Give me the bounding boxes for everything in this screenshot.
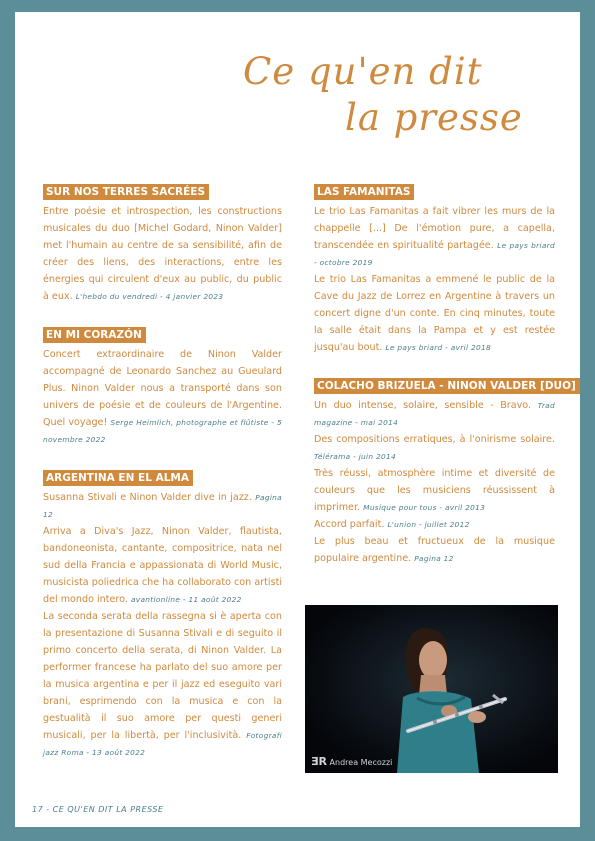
quote-source: Fotografi jazz Roma - 13 août 2022 (43, 731, 282, 757)
quote-text: Accord parfait. (314, 519, 385, 530)
press-quote (314, 465, 555, 516)
press-quote (314, 397, 555, 431)
quote-source: L'hebdo du vendredi - 4 janvier 2023 (75, 292, 224, 301)
quote-source: Musique pour tous - avril 2013 (363, 503, 486, 512)
press-quote (43, 489, 282, 523)
quote-text: Des compositions erratiques, à l'onirisme solaire. (314, 434, 555, 445)
quote-source: Le pays briard - avril 2018 (385, 343, 492, 352)
section-heading: SUR NOS TERRES SACRÉES (43, 184, 209, 200)
right-column (314, 180, 576, 585)
press-quote (314, 203, 555, 271)
press-quote (314, 533, 555, 567)
press-quote (43, 523, 282, 608)
quote-text: Très réussi, atmosphère intime et diversité de couleurs que les musiciens réussissent à imprimer. (314, 468, 555, 513)
quote-text: Susanna Stivali e Ninon Valder dive in jazz. (43, 492, 252, 503)
quote-source: Télérama - juin 2014 (314, 452, 397, 461)
section-argentina-en-el-alma (43, 466, 282, 761)
left-column (43, 180, 282, 779)
quote-source: Trad magazine - mai 2014 (314, 401, 555, 427)
quote-source: avantionline - 11 août 2022 (130, 595, 242, 604)
photo-credit (311, 755, 392, 768)
flutist-illustration (305, 605, 558, 773)
quote-text: Le plus beau et fructueux de la musique populaire argentine. (314, 536, 555, 564)
quote-source: Pagina 12 (414, 554, 454, 563)
section-colacho-brizuela-duo (314, 374, 576, 567)
section-heading: EN MI CORAZÓN (43, 327, 146, 343)
press-quote (43, 346, 282, 448)
quote-source: L'union - juillet 2012 (387, 520, 470, 529)
photographer-logo: ƎR (311, 755, 327, 768)
section-sur-nos-terres-sacrees (43, 180, 282, 305)
page-title-line1: Ce qu'en dit (243, 50, 483, 93)
section-heading: ARGENTINA EN EL ALMA (43, 470, 193, 486)
concert-photo (305, 605, 558, 773)
quote-text: Le trio Las Famanitas a emmené le public de la Cave du Jazz de Lorrez en Argentine à travers un concert digne d'un conte. En cinq minutes, toute la salle était dans la Pampa et y est restée jusqu'au bout. (314, 274, 555, 353)
quote-source: Le pays briard - octobre 2019 (314, 241, 555, 267)
quote-text: Concert extraordinaire de Ninon Valder accompagné de Leonardo Sanchez au Gueulard Plus. Ninon Valder nous a transporté dans son univers de poésie et de couleurs de l'Argentine. Quel voyage! (43, 349, 282, 428)
quote-text: Arriva a Diva's Jazz, Ninon Valder, flautista, bandoneonista, cantante, compositrice, nata nel sud della Francia e appassionata di World Music, musicista poliedrica che ha collaborato con artisti del mondo intero. (43, 526, 282, 605)
quote-text: Entre poésie et introspection, les constructions musicales du duo [Michel Godard, Ninon Valder] met l'humain au centre de sa sensibilité, afin de créer des liens, des interactions, entre les énergies qui circulent d'eux au public, du public à eux. (43, 206, 282, 302)
page-title-line2: la presse (345, 96, 523, 139)
section-en-mi-corazon (43, 323, 282, 448)
page-footer: 17 - CE QU'EN DIT LA PRESSE (32, 805, 164, 814)
quote-source: Serge Heimlich, photographe et flûtiste - 5 novembre 2022 (43, 418, 282, 444)
photographer-name: Andrea Mecozzi (329, 758, 393, 767)
section-las-famanitas (314, 180, 555, 356)
quote-text: La seconda serata della rassegna si è aperta con la presentazione di Susanna Stivali e di seguito il primo concerto della serata, di Ninon Valder. La performer francese ha parlato del suo amore per la musica argentina e per il jazz ed eseguito vari brani, esprimendo con la musica e con la gestualità il suo amore per questi generi musicali, per la libertà, per l'inclusività. (43, 611, 282, 741)
quote-text: Un duo intense, solaire, sensible - Bravo. (314, 400, 532, 411)
press-quote (314, 516, 555, 533)
quote-source: Pagina 12 (43, 493, 282, 519)
press-quote (43, 608, 282, 761)
press-quote (43, 203, 282, 305)
quote-text: Le trio Las Famanitas a fait vibrer les murs de la chappelle [...] De l'émotion pure, a capella, transcendée en spiritualité partagée. (314, 206, 555, 251)
press-quote (314, 431, 555, 465)
section-heading: COLACHO BRIZUELA - NINON VALDER [DUO] (314, 378, 580, 394)
section-heading: LAS FAMANITAS (314, 184, 414, 200)
page (15, 12, 580, 827)
press-quote (314, 271, 555, 356)
